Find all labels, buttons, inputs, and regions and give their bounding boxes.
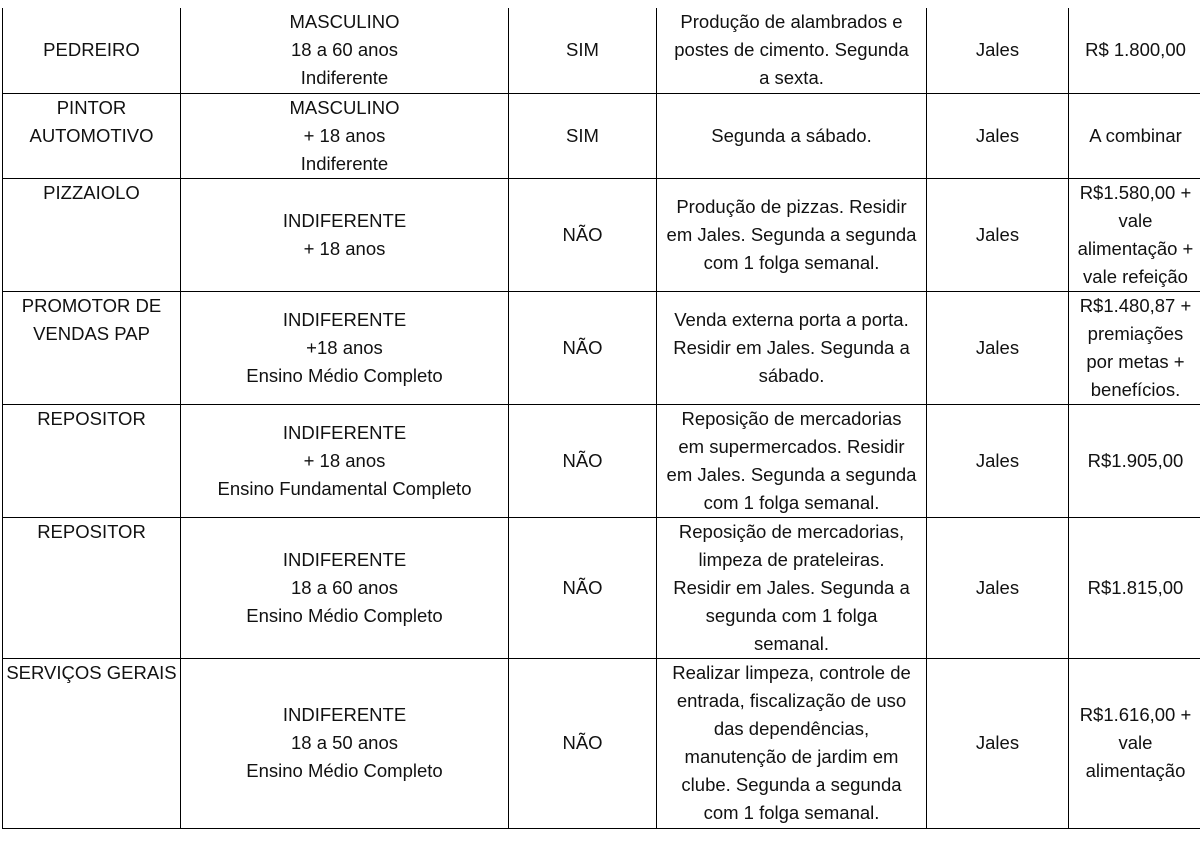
salary-line: vale [1118, 732, 1153, 753]
requirements-cell [181, 517, 509, 658]
description-line: Realizar limpeza, controle de [672, 662, 911, 683]
job-title-cell [3, 517, 181, 658]
gender-requirement: INDIFERENTE [282, 209, 407, 231]
gender-requirement: MASCULINO [289, 11, 400, 33]
salary-cell [1069, 93, 1200, 178]
experience-cell: NÃO [509, 404, 657, 517]
description-cell [657, 517, 927, 658]
city-cell: Jales [927, 658, 1069, 828]
description-line: em supermercados. Residir [678, 435, 905, 457]
description-cell [657, 658, 927, 828]
table-row [3, 291, 1200, 404]
city-cell: Jales [927, 291, 1069, 404]
salary-line: por metas + [1086, 350, 1185, 372]
experience-cell: NÃO [509, 178, 657, 291]
job-title: AUTOMOTIVO [29, 124, 154, 146]
description-line: com 1 folga semanal. [703, 802, 880, 823]
requirements-cell [181, 178, 509, 291]
age-requirement: +18 anos [306, 336, 383, 358]
table-row [3, 517, 1200, 658]
description-line: limpeza de prateleiras. [698, 548, 885, 570]
description-line: segunda com 1 folga [705, 604, 878, 626]
education-requirement: Ensino Médio Completo [246, 760, 443, 781]
job-title: PINTOR [56, 96, 127, 118]
city-cell: Jales [927, 93, 1069, 178]
description-line: Produção de pizzas. Residir [676, 195, 907, 217]
age-requirement: 18 a 60 anos [291, 39, 398, 61]
description-line: manutenção de jardim em [684, 746, 899, 767]
description-line: Reposição de mercadorias, [678, 520, 905, 542]
age-requirement: 18 a 50 anos [291, 732, 398, 753]
salary-line: A combinar [1089, 124, 1182, 146]
table-row [3, 658, 1200, 828]
job-title-cell [3, 93, 181, 178]
job-title: SERVIÇOS GERAIS [6, 661, 177, 683]
job-title: VENDAS PAP [33, 322, 150, 344]
city-cell: Jales [927, 178, 1069, 291]
salary-line: alimentação [1085, 760, 1186, 781]
salary-cell [1069, 8, 1200, 93]
salary-line: alimentação + [1077, 237, 1194, 259]
city-cell: Jales [927, 8, 1069, 93]
salary-line: R$1.616,00 + [1079, 704, 1192, 725]
education-requirement: Ensino Médio Completo [246, 364, 443, 386]
gender-requirement: INDIFERENTE [282, 308, 407, 330]
job-listings-table [2, 8, 1200, 829]
description-line: sábado. [758, 364, 825, 386]
experience-cell: SIM [509, 8, 657, 93]
experience-cell: NÃO [509, 658, 657, 828]
job-title-cell [3, 178, 181, 291]
description-line: Venda externa porta a porta. [674, 308, 909, 330]
salary-cell [1069, 517, 1200, 658]
description-line: postes de cimento. Segunda [674, 39, 909, 61]
table-row [3, 8, 1200, 93]
description-line: clube. Segunda a segunda [681, 774, 902, 795]
requirements-cell [181, 658, 509, 828]
job-title-cell [3, 658, 181, 828]
description-line: Reposição de mercadorias [681, 407, 902, 429]
requirements-cell [181, 291, 509, 404]
education-requirement: Indiferente [300, 67, 389, 89]
description-cell [657, 8, 927, 93]
description-line: Residir em Jales. Segunda a [673, 576, 910, 598]
salary-line: R$ 1.800,00 [1085, 39, 1186, 61]
description-cell [657, 291, 927, 404]
salary-cell [1069, 658, 1200, 828]
description-cell [657, 178, 927, 291]
description-cell [657, 93, 927, 178]
salary-cell [1069, 404, 1200, 517]
salary-line: R$1.480,87 + [1079, 294, 1192, 316]
salary-line: benefícios. [1090, 378, 1181, 400]
description-line: semanal. [753, 632, 830, 654]
experience-cell: NÃO [509, 291, 657, 404]
description-cell [657, 404, 927, 517]
requirements-cell [181, 8, 509, 93]
job-title-cell [3, 8, 181, 93]
salary-line: premiações [1087, 322, 1184, 344]
description-line: das dependências, [713, 718, 870, 739]
education-requirement: Ensino Médio Completo [246, 604, 443, 626]
job-title: PROMOTOR DE [21, 294, 162, 316]
gender-requirement: INDIFERENTE [282, 548, 407, 570]
description-line: Produção de alambrados e [680, 11, 903, 33]
salary-line: vale refeição [1083, 265, 1188, 287]
description-line: a sexta. [759, 67, 824, 89]
salary-line: R$1.815,00 [1087, 576, 1184, 598]
requirements-cell [181, 93, 509, 178]
description-line: entrada, fiscalização de uso [676, 690, 907, 711]
job-title: REPOSITOR [37, 407, 146, 429]
experience-cell: NÃO [509, 517, 657, 658]
description-line: Residir em Jales. Segunda a [673, 336, 910, 358]
salary-line: R$1.905,00 [1087, 449, 1184, 471]
gender-requirement: MASCULINO [289, 96, 400, 118]
table-row [3, 178, 1200, 291]
description-line: com 1 folga semanal. [703, 491, 880, 513]
salary-line: vale [1118, 209, 1153, 231]
city-cell: Jales [927, 517, 1069, 658]
job-title: REPOSITOR [37, 520, 146, 542]
gender-requirement: INDIFERENTE [282, 421, 407, 443]
description-line: com 1 folga semanal. [703, 251, 880, 273]
salary-cell [1069, 291, 1200, 404]
gender-requirement: INDIFERENTE [282, 704, 407, 725]
job-title-cell [3, 404, 181, 517]
salary-cell [1069, 178, 1200, 291]
requirements-cell [181, 404, 509, 517]
description-line: em Jales. Segunda a segunda [666, 223, 917, 245]
age-requirement: + 18 anos [303, 237, 386, 259]
description-line: em Jales. Segunda a segunda [666, 463, 917, 485]
job-title-cell [3, 291, 181, 404]
job-title: PEDREIRO [43, 39, 140, 61]
table-row [3, 93, 1200, 178]
city-cell: Jales [927, 404, 1069, 517]
education-requirement: Ensino Fundamental Completo [217, 477, 472, 499]
education-requirement: Indiferente [300, 152, 389, 174]
job-title: PIZZAIOLO [43, 181, 140, 203]
age-requirement: + 18 anos [303, 124, 386, 146]
salary-line: R$1.580,00 + [1079, 181, 1192, 203]
table-row [3, 404, 1200, 517]
experience-cell: SIM [509, 93, 657, 178]
age-requirement: + 18 anos [303, 449, 386, 471]
description-line: Segunda a sábado. [711, 124, 872, 146]
age-requirement: 18 a 60 anos [291, 576, 398, 598]
